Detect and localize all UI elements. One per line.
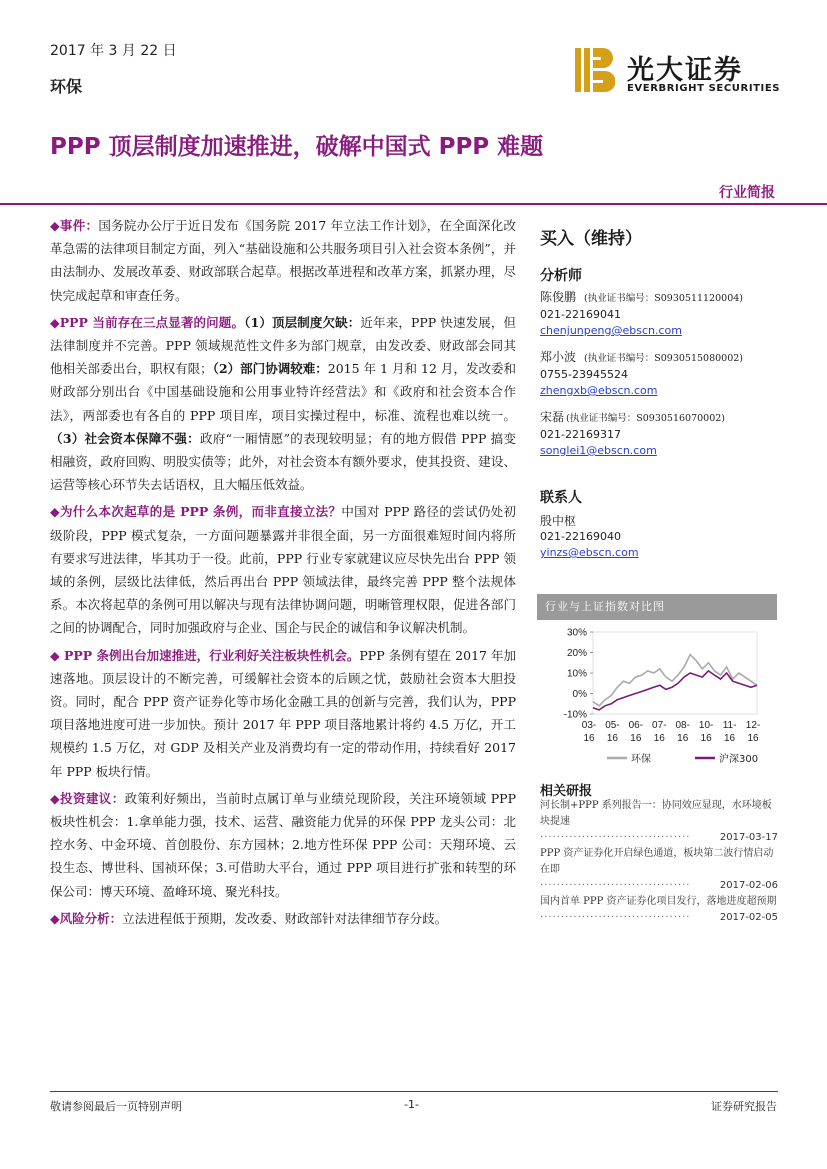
report-title: PPP 顶层制度加速推进，破解中国式 PPP 难题 xyxy=(50,134,544,160)
related-report-date: 2017-02-06 xyxy=(719,880,778,891)
y-tick-label: 30% xyxy=(566,627,587,639)
logo-chinese-name: 光大证券 xyxy=(627,55,743,86)
investment-heading: ◆投资建议： xyxy=(50,790,125,806)
analyst-card xyxy=(540,409,780,459)
analyst-cert: (执业证书编号：S0930515080002) xyxy=(584,353,744,364)
comparison-chart xyxy=(537,622,777,770)
x-tick-label: 06- xyxy=(628,720,644,731)
x-tick-label: 11- xyxy=(722,720,737,731)
analyst-name: 郑小波 xyxy=(540,350,577,364)
x-tick-label: 16 xyxy=(630,733,642,744)
contact-email-link[interactable]: yinzs@ebscn.com xyxy=(540,546,639,559)
x-tick-label: 07- xyxy=(652,720,667,731)
y-tick-label: 0% xyxy=(572,689,587,700)
dot-leader: ···································· xyxy=(540,912,691,923)
chart-title: 行业与上证指数对比图 xyxy=(537,594,777,620)
main-content xyxy=(50,214,516,934)
x-tick-label: 16 xyxy=(747,733,759,744)
x-tick-label: 12- xyxy=(745,720,761,731)
x-tick-label: 08- xyxy=(675,720,690,731)
report-date: 2017 年 3 月 22 日 xyxy=(50,43,177,59)
x-tick-label: 16 xyxy=(700,733,712,744)
analyst-cert: (执业证书编号：S0930511120004) xyxy=(584,293,744,304)
x-tick-label: 05- xyxy=(605,720,620,731)
report-type: 行业简报 xyxy=(719,185,775,201)
related-report-title: 河长制+PPP 系列报告一：协同效应显现，水环境板块提速 xyxy=(540,800,772,827)
dot-leader: ···································· xyxy=(540,880,691,891)
problems-heading: ◆PPP 当前存在三点显著的问题。 xyxy=(50,314,245,330)
dot-leader: ···································· xyxy=(540,832,691,843)
company-logo xyxy=(575,48,785,98)
related-research-list xyxy=(540,798,778,926)
legend-label: 沪深300 xyxy=(719,754,759,765)
x-tick-label: 03- xyxy=(581,720,597,731)
x-tick-label: 16 xyxy=(724,733,736,744)
sidebar xyxy=(540,214,780,561)
analyst-phone: 021-22169041 xyxy=(540,308,621,321)
x-tick-label: 16 xyxy=(653,733,665,744)
logo-english-name: EVERBRIGHT SECURITIES xyxy=(627,83,781,94)
related-report-item[interactable] xyxy=(540,846,778,894)
paragraph-investment: ◆投资建议：政策利好频出，当前时点属订单与业绩兑现阶段，关注环境领域 PPP 板块性机会：1.拿单能力强，技术、运营、融资能力优异的环保 PPP 龙头公司：北控水务、中金环境、首创股份、东方园林；2.地方性环保 PPP 公司：天翔环境、云投生态、博世科、国祯环保；3.可借助大平台，通过 PPP 项目进行扩张和转型的环保公司：博天环境、盈峰环境、聚光科技。 xyxy=(50,790,516,899)
related-report-title: 国内首单 PPP 资产证券化项目发行，落地进度超预期 xyxy=(540,896,777,907)
y-tick-label: 10% xyxy=(566,668,587,680)
paragraph-problems: ◆PPP 当前存在三点显著的问题。（1）顶层制度欠缺：近年来，PPP 快速发展，但法律制度并不完善。PPP 领域规范性文件多为部门规章，由发改委、财政部会同其他相关部委出台，职权有限；（2）部门协调较难：2015 年 1 月和 12 月，发改委和财政部分别出台《中国基础设施和公用事业特许经营法》和《政府和社会资本合作法》，两部委也有各自的 PPP 项目库，项目实操过程中，标准、流程也难以统一。（3）社会资本保障不强：政府“一厢情愿”的表现较明显；有的地方假借 PPP 搞变相融资，政府回购、明股实债等；此外，对社会资本有额外要求，使其投资、建设、运营等核心环节失去话语权，且大幅压低效益。 xyxy=(50,314,516,493)
plot-area xyxy=(593,632,757,714)
why-heading: ◆为什么本次起草的是 PPP 条例，而非直接立法？ xyxy=(50,504,342,520)
analyst-name: 宋磊 xyxy=(540,410,565,424)
contact-heading: 联系人 xyxy=(540,490,582,506)
analyst-email-link[interactable]: songlei1@ebscn.com xyxy=(540,444,657,457)
analyst-phone: 0755-23945524 xyxy=(540,368,628,381)
analysts-heading: 分析师 xyxy=(540,268,582,284)
legend-label: 环保 xyxy=(631,754,651,765)
paragraph-event: ◆事件：国务院办公厅于近日发布《国务院 2017 年立法工作计划》，在全面深化改革急需的法律项目制定方面，列入“基础设施和公共服务项目引入社会资本条例”，并由法制办、发展改革委、财政部联合起草。根据改革进程和改革方案，抓紧办理，尽快完成起草和审查任务。 xyxy=(50,218,516,303)
risk-heading: ◆风险分析： xyxy=(50,910,123,926)
related-report-title: PPP 资产证券化开启绿色通道，板块第二波行情启动在即 xyxy=(540,848,774,875)
related-research-heading: 相关研报 xyxy=(540,784,593,799)
footer-divider xyxy=(50,1091,778,1092)
analyst-email-link[interactable]: chenjunpeng@ebscn.com xyxy=(540,324,682,337)
y-tick-label: -10% xyxy=(563,709,587,721)
page-number: -1- xyxy=(404,1098,419,1111)
analyst-name: 陈俊鹏 xyxy=(540,290,577,304)
analyst-card xyxy=(540,289,780,339)
contact-name: 殷中枢 xyxy=(540,514,577,528)
x-tick-label: 10- xyxy=(698,720,714,731)
related-report-item[interactable] xyxy=(540,798,778,846)
analyst-phone: 021-22169317 xyxy=(540,428,621,441)
footer-report-label: 证券研究报告 xyxy=(711,1100,777,1113)
y-tick-label: 20% xyxy=(566,648,587,659)
related-report-date: 2017-03-17 xyxy=(719,832,778,843)
footer-disclaimer: 敬请参阅最后一页特别声明 xyxy=(50,1100,182,1113)
contact-phone: 021-22169040 xyxy=(540,530,621,543)
sector-label: 环保 xyxy=(50,77,83,96)
related-report-item[interactable] xyxy=(540,894,778,926)
contact-card xyxy=(540,513,780,561)
paragraph-why-regulation: ◆为什么本次起草的是 PPP 条例，而非直接立法？中国对 PPP 路径的尝试仍处初级阶段，PPP 模式复杂，一方面问题暴露并非很全面，另一方面很难短时间内将所有要求写进法律，毕其功于一役。此前，PPP 行业专家就建议应尽快先出台 PPP 领域的条例，层级比法律低，然后再出台 PPP 领域法律，最终完善 PPP 整个法规体系。本次将起草的条例可用以解决与现有法律协调问题，明晰管理权限，促进各部门之间的协调配合，同时加强政府与企业、国企与民企的诚信和争议解决机制。 xyxy=(50,504,516,636)
paragraph-opportunity: ◆ PPP 条例出台加速推进，行业利好关注板块性机会。PPP 条例有望在 2017 年加速落地。顶层设计的不断完善，可缓解社会资本的后顾之忧，鼓励社会资本大胆投资。同时，配合 PPP 资产证券化等市场化金融工具的创新与完善，我们认为，PPP 项目落地进度可进一步加快。预计 2017 年 PPP 项目落地累计将约 4.5 万亿，开工规模约 1.5 万亿，对 GDP 及相关产业及消费均有一定的带动作用，持续看好 2017 年 PPP 板块行情。 xyxy=(50,647,516,779)
analyst-card xyxy=(540,349,780,399)
analyst-cert: (执业证书编号：S0930516070002) xyxy=(566,413,726,424)
rating: 买入（维持） xyxy=(540,229,642,249)
x-tick-label: 16 xyxy=(583,733,595,744)
x-tick-label: 16 xyxy=(606,733,618,744)
opportunity-heading: ◆ PPP 条例出台加速推进，行业利好关注板块性机会。 xyxy=(50,647,360,663)
x-tick-label: 16 xyxy=(677,733,689,744)
paragraph-risk: ◆风险分析：立法进程低于预期，发改委、财政部针对法律细节存分歧。 xyxy=(50,910,448,926)
related-report-date: 2017-02-05 xyxy=(719,912,778,923)
header-divider xyxy=(0,203,827,205)
everbright-logo-icon xyxy=(575,48,615,92)
event-heading: ◆事件： xyxy=(50,218,99,233)
analyst-email-link[interactable]: zhengxb@ebscn.com xyxy=(540,384,658,397)
